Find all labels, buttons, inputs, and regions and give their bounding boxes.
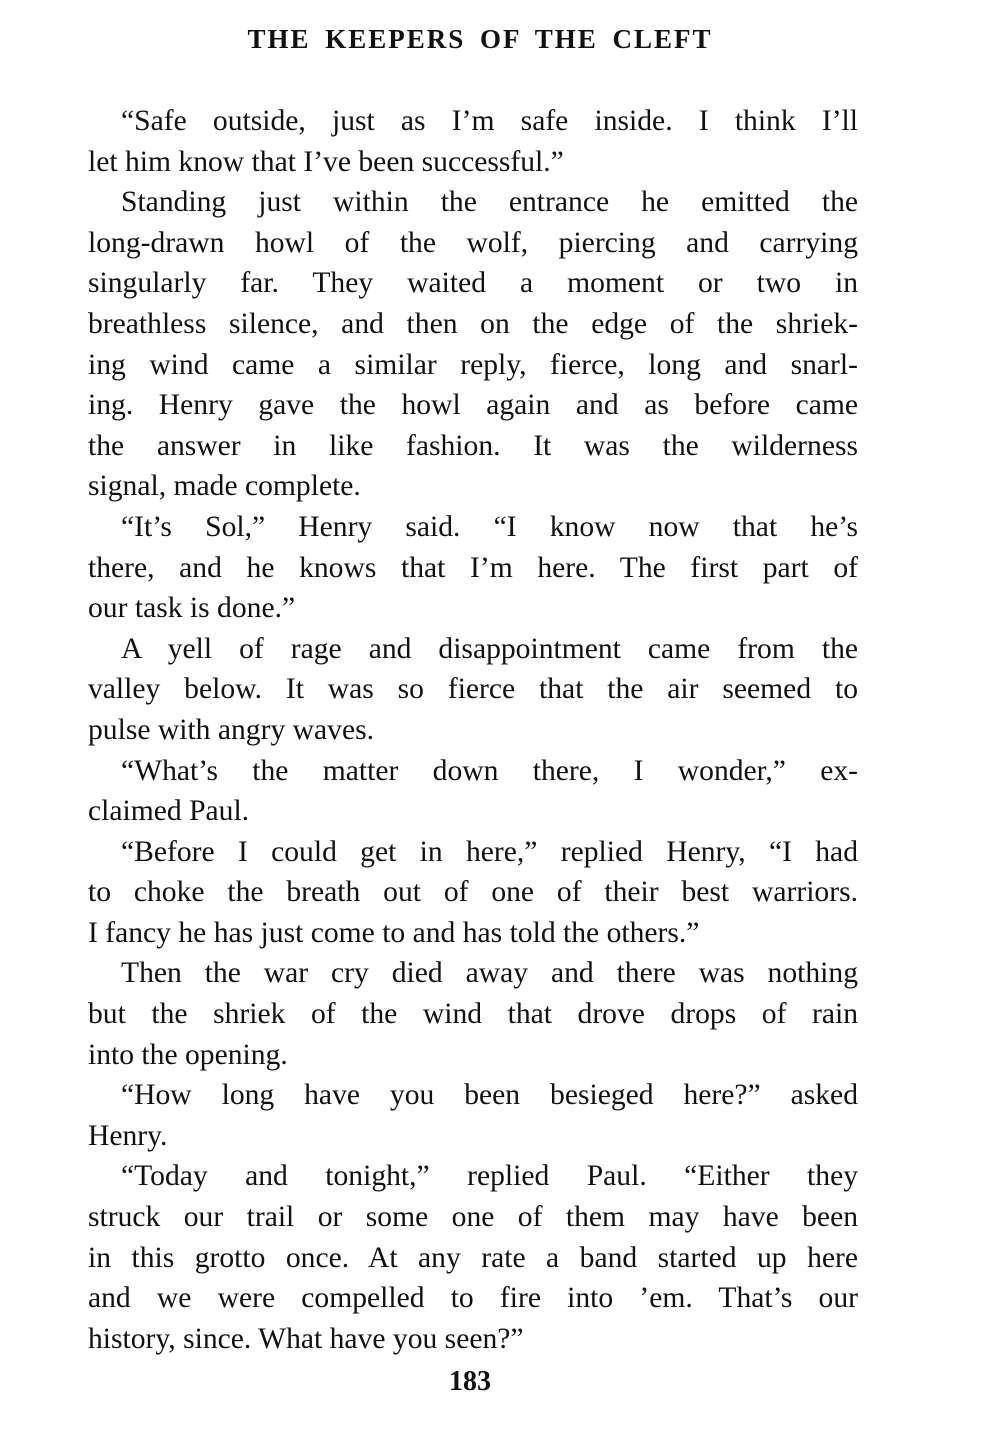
text-line: our task is done.”	[88, 592, 296, 625]
text-line: signal, made complete.	[88, 470, 361, 503]
running-head: THE KEEPERS OF THE CLEFT	[247, 24, 713, 54]
text-line: Then the war cry died away and there was nothing	[121, 957, 858, 990]
text-line: Henry.	[88, 1119, 168, 1152]
text-line: pulse with angry waves.	[88, 713, 375, 746]
text-line: and we were compelled to fire into ’em. That’s our	[88, 1282, 858, 1315]
text-line: let him know that I’ve been successful.”	[88, 145, 564, 178]
text-line: in this grotto once. At any rate a band started up here	[88, 1241, 858, 1274]
text-line: breathless silence, and then on the edge of the shriek-	[88, 307, 858, 340]
text-line: A yell of rage and disappointment came from the	[121, 632, 858, 665]
text-line: “How long have you been besieged here?” asked	[121, 1079, 858, 1112]
text-line: singularly far. They waited a moment or two in	[88, 267, 858, 300]
text-line: “Safe outside, just as I’m safe inside. I think I’ll	[121, 105, 858, 137]
text-line: I fancy he has just come to and has told the others.”	[88, 916, 700, 949]
text-line: to choke the breath out of one of their best warriors.	[88, 876, 858, 909]
text-line: “Today and tonight,” replied Paul. “Either they	[121, 1160, 858, 1193]
body-text	[88, 101, 858, 1359]
text-line: ing wind came a similar reply, fierce, long and snarl-	[88, 348, 858, 381]
text-line: valley below. It was so fierce that the air seemed to	[88, 673, 858, 706]
text-line: “It’s Sol,” Henry said. “I know now that he’s	[121, 510, 858, 543]
page-number: 183	[449, 1366, 491, 1397]
text-line: into the opening.	[88, 1038, 288, 1071]
text-line: Standing just within the entrance he emitted the	[121, 186, 858, 219]
text-line: there, and he knows that I’m here. The first part of	[88, 551, 858, 584]
text-line: struck our trail or some one of them may have been	[88, 1201, 858, 1234]
text-line: “What’s the matter down there, I wonder,” ex-	[121, 754, 858, 787]
text-line: “Before I could get in here,” replied Henry, “I had	[121, 835, 858, 868]
text-line: ing. Henry gave the howl again and as before came	[88, 389, 858, 422]
text-line: claimed Paul.	[88, 795, 250, 828]
text-line: long-drawn howl of the wolf, piercing and carrying	[88, 226, 858, 259]
text-line: history, since. What have you seen?”	[88, 1322, 524, 1355]
text-line: the answer in like fashion. It was the wilderness	[88, 429, 858, 462]
text-line: but the shriek of the wind that drove drops of rain	[88, 998, 858, 1031]
